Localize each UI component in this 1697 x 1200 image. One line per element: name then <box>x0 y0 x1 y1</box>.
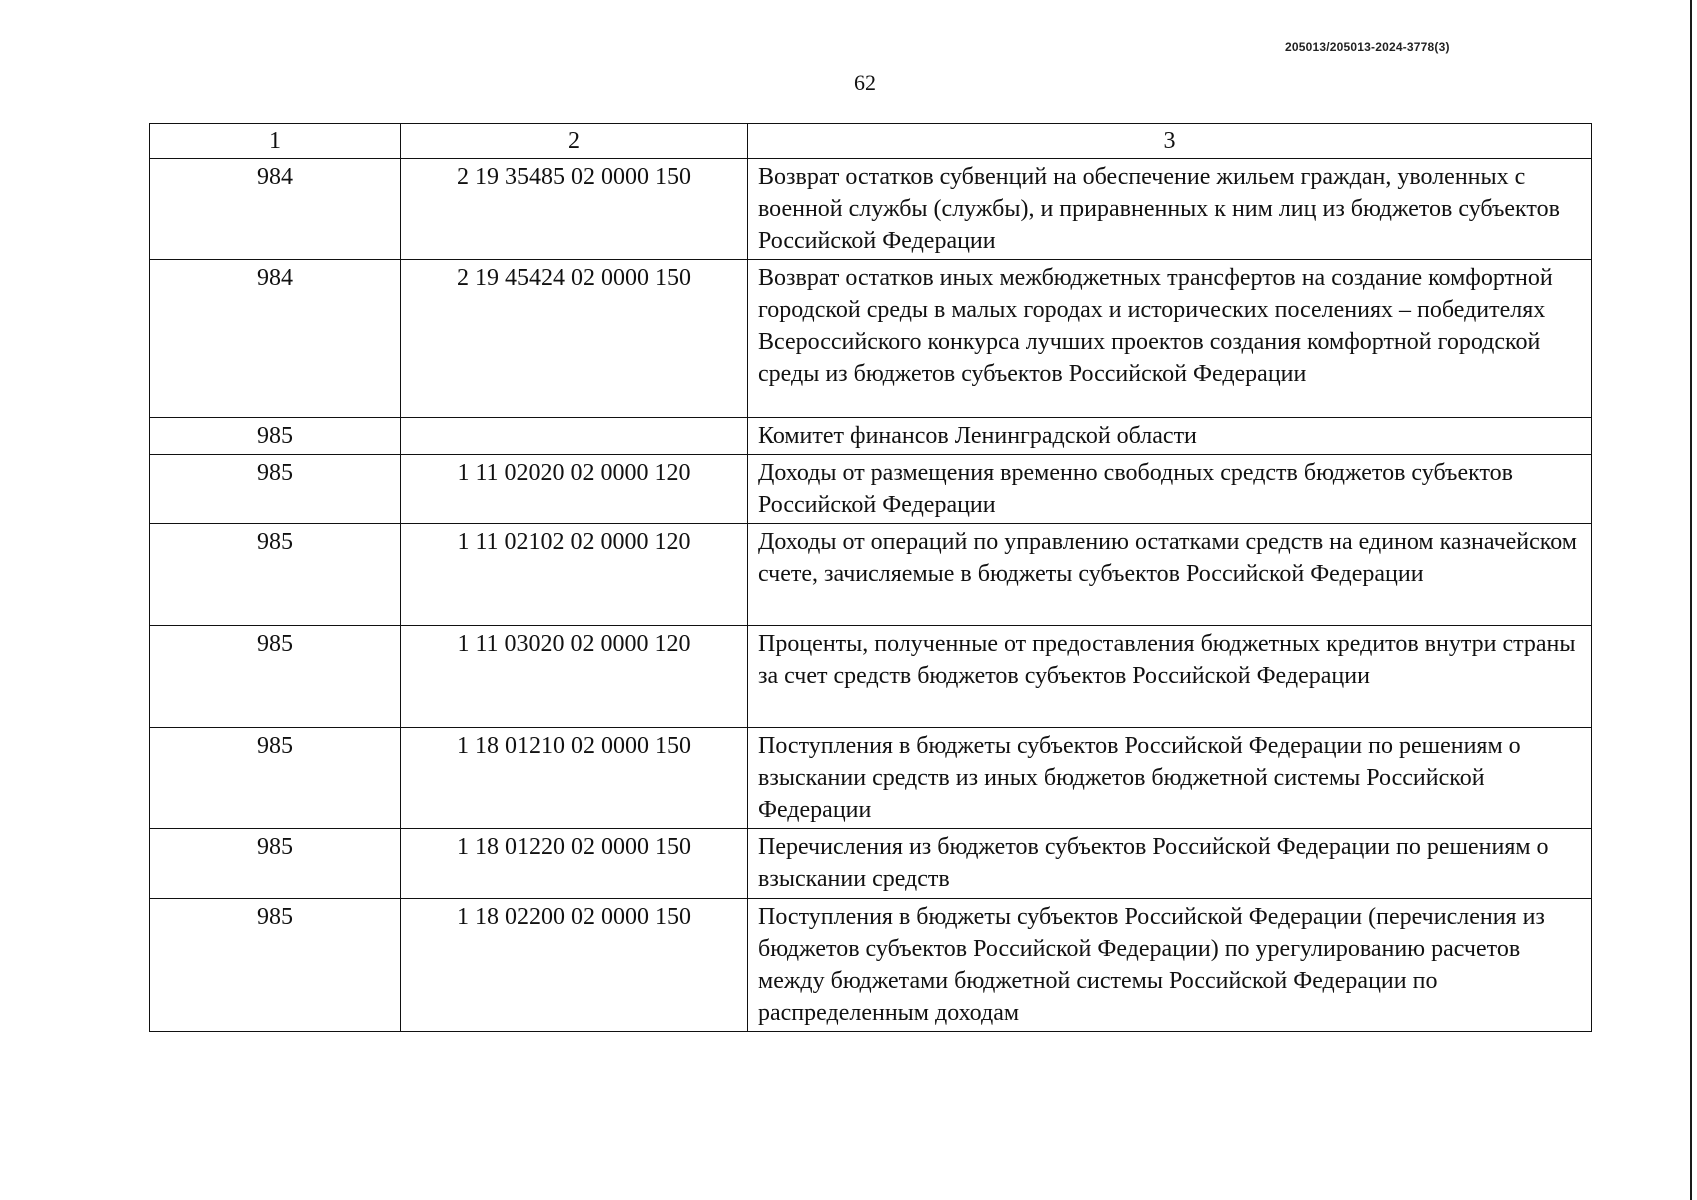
table-row <box>150 159 1592 260</box>
table-row <box>150 728 1592 829</box>
income-name-cell: Доходы от размещения временно свободных средств бюджетов субъектов Российской Федерации <box>748 455 1592 524</box>
income-name-cell: Поступления в бюджеты субъектов Российской Федерации по решениям о взыскании средств из иных бюджетов бюджетной системы Российской Федерации <box>748 728 1592 829</box>
income-code-cell: 1 11 03020 02 0000 120 <box>401 626 748 728</box>
page-number: 62 <box>854 70 876 95</box>
income-code-cell: 1 18 01210 02 0000 150 <box>401 728 748 829</box>
income-name-cell: Перечисления из бюджетов субъектов Российской Федерации по решениям о взыскании средств <box>748 829 1592 899</box>
income-code-cell: 1 11 02020 02 0000 120 <box>401 455 748 524</box>
income-name-cell: Комитет финансов Ленинградской области <box>748 418 1592 455</box>
income-code-cell: 2 19 35485 02 0000 150 <box>401 159 748 260</box>
admin-code-cell: 985 <box>150 418 401 455</box>
income-code-cell <box>401 418 748 455</box>
income-code-cell: 1 11 02102 02 0000 120 <box>401 524 748 626</box>
table-row <box>150 829 1592 899</box>
admin-code-cell: 985 <box>150 728 401 829</box>
column-header-2: 2 <box>401 124 748 159</box>
table-row <box>150 418 1592 455</box>
income-name-cell: Доходы от операций по управлению остатками средств на едином казначейском счете, зачисляемые в бюджеты субъектов Российской Федерации <box>748 524 1592 626</box>
income-code-cell: 2 19 45424 02 0000 150 <box>401 260 748 418</box>
table-header-row <box>150 124 1592 159</box>
admin-code-cell: 984 <box>150 159 401 260</box>
column-header-1: 1 <box>150 124 401 159</box>
admin-code-cell: 985 <box>150 626 401 728</box>
table-row <box>150 260 1592 418</box>
table-row <box>150 524 1592 626</box>
income-name-cell: Возврат остатков субвенций на обеспечение жильем граждан, уволенных с военной службы (службы), и приравненных к ним лиц из бюджетов субъектов Российской Федерации <box>748 159 1592 260</box>
admin-code-cell: 985 <box>150 524 401 626</box>
income-code-cell: 1 18 02200 02 0000 150 <box>401 899 748 1032</box>
income-name-cell: Поступления в бюджеты субъектов Российской Федерации (перечисления из бюджетов субъектов Российской Федерации) по урегулированию расчетов между бюджетами бюджетной системы Российской Федерации по распределенным доходам <box>748 899 1592 1032</box>
income-name-cell: Проценты, полученные от предоставления бюджетных кредитов внутри страны за счет средств бюджетов субъектов Российской Федерации <box>748 626 1592 728</box>
admin-code-cell: 985 <box>150 899 401 1032</box>
admin-code-cell: 985 <box>150 455 401 524</box>
income-name-cell: Возврат остатков иных межбюджетных трансфертов на создание комфортной городской среды в малых городах и исторических поселениях – победителях Всероссийского конкурса лучших проектов создания комфортной городской среды из бюджетов субъектов Российской Федерации <box>748 260 1592 418</box>
revenue-codes-table <box>149 123 1592 1032</box>
table-row <box>150 626 1592 728</box>
column-header-3: 3 <box>748 124 1592 159</box>
admin-code-cell: 984 <box>150 260 401 418</box>
table-row <box>150 899 1592 1032</box>
document-id: 205013/205013-2024-3778(3) <box>1285 40 1450 54</box>
income-code-cell: 1 18 01220 02 0000 150 <box>401 829 748 899</box>
scan-edge-line <box>1690 0 1692 1200</box>
table-row <box>150 455 1592 524</box>
admin-code-cell: 985 <box>150 829 401 899</box>
